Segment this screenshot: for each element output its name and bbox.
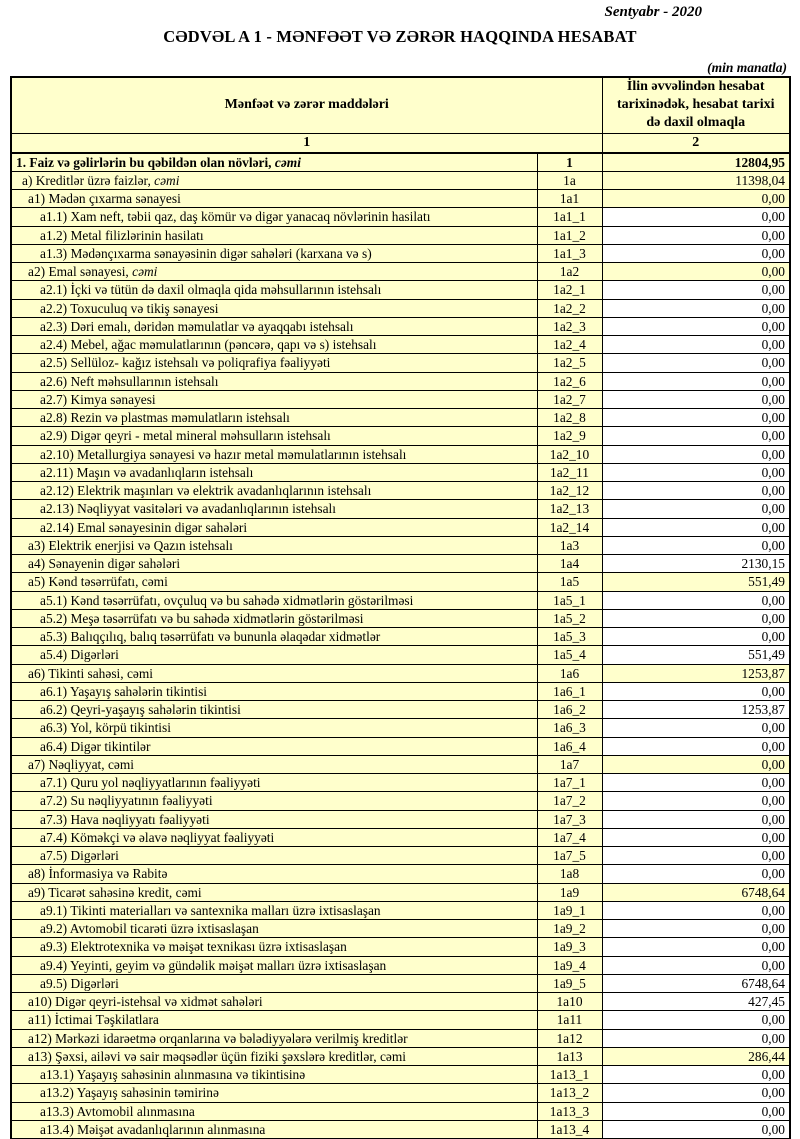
table-row bbox=[11, 609, 790, 627]
table-row bbox=[11, 518, 790, 536]
row-label: a1.3) Mədənçıxarma sənayəsinin digər sahələri (karxana və s) bbox=[11, 244, 537, 262]
row-label: a2) Emal sənayesi, cəmi bbox=[11, 263, 537, 281]
row-label: a7) Nəqliyyat, cəmi bbox=[11, 755, 537, 773]
row-label: a9.5) Digərləri bbox=[11, 974, 537, 992]
row-value: 0,00 bbox=[602, 1066, 790, 1084]
row-code: 1a2_2 bbox=[537, 299, 602, 317]
unit-note: (min manatla) bbox=[707, 60, 787, 75]
row-label: a13.1) Yaşayış sahəsinin alınmasına və tikintisinə bbox=[11, 1066, 537, 1084]
table-row bbox=[11, 500, 790, 518]
row-label: a2.5) Sellüloz- kağız istehsalı və poliqrafiya fəaliyyəti bbox=[11, 354, 537, 372]
row-label: a1) Mədən çıxarma sənayesi bbox=[11, 190, 537, 208]
table-row bbox=[11, 774, 790, 792]
row-label: a6.3) Yol, körpü tikintisi bbox=[11, 719, 537, 737]
row-value: 0,00 bbox=[602, 372, 790, 390]
row-code: 1a9_2 bbox=[537, 920, 602, 938]
row-code: 1a9 bbox=[537, 883, 602, 901]
value-column-header: İlin əvvəlindən hesabat tarixinədək, hesabat tarixi də daxil olmaqla bbox=[602, 77, 790, 133]
table-row bbox=[11, 427, 790, 445]
table-row bbox=[11, 974, 790, 992]
row-code: 1a7 bbox=[537, 755, 602, 773]
row-value: 2130,15 bbox=[602, 555, 790, 573]
row-value: 0,00 bbox=[602, 956, 790, 974]
table-row bbox=[11, 1047, 790, 1065]
table-row bbox=[11, 409, 790, 427]
row-value: 0,00 bbox=[602, 226, 790, 244]
row-value: 0,00 bbox=[602, 390, 790, 408]
row-code: 1a5_2 bbox=[537, 609, 602, 627]
row-label: a2.3) Dəri emalı, dəridən məmulatlar və ayaqqabı istehsalı bbox=[11, 317, 537, 335]
row-value: 0,00 bbox=[602, 1029, 790, 1047]
row-code: 1a13_3 bbox=[537, 1102, 602, 1120]
row-label: a7.1) Quru yol nəqliyyatlarının fəaliyyəti bbox=[11, 774, 537, 792]
row-code: 1a13_1 bbox=[537, 1066, 602, 1084]
row-value: 551,49 bbox=[602, 646, 790, 664]
row-value: 0,00 bbox=[602, 828, 790, 846]
row-label: a2.7) Kimya sənayesi bbox=[11, 390, 537, 408]
row-label: a7.5) Digərləri bbox=[11, 847, 537, 865]
row-value: 0,00 bbox=[602, 463, 790, 481]
row-code: 1a3 bbox=[537, 536, 602, 554]
row-code: 1a12 bbox=[537, 1029, 602, 1047]
row-value: 11398,04 bbox=[602, 171, 790, 189]
row-code: 1a7_4 bbox=[537, 828, 602, 846]
row-value: 1253,87 bbox=[602, 664, 790, 682]
profit-loss-table bbox=[10, 76, 791, 1139]
row-code: 1a2_11 bbox=[537, 463, 602, 481]
row-label: a13.2) Yaşayış sahəsinin təmirinə bbox=[11, 1084, 537, 1102]
table-row bbox=[11, 682, 790, 700]
table-row bbox=[11, 244, 790, 262]
row-code: 1a2_10 bbox=[537, 445, 602, 463]
row-label: a9.2) Avtomobil ticarəti üzrə ixtisaslaşan bbox=[11, 920, 537, 938]
row-code: 1a2_12 bbox=[537, 482, 602, 500]
table-row bbox=[11, 190, 790, 208]
row-value: 0,00 bbox=[602, 336, 790, 354]
row-code: 1a10 bbox=[537, 993, 602, 1011]
row-code: 1a8 bbox=[537, 865, 602, 883]
table-row bbox=[11, 482, 790, 500]
row-value: 0,00 bbox=[602, 591, 790, 609]
table-row bbox=[11, 1084, 790, 1102]
table-row bbox=[11, 810, 790, 828]
row-code: 1a2_13 bbox=[537, 500, 602, 518]
row-code: 1a1_2 bbox=[537, 226, 602, 244]
row-label: a12) Mərkəzi idarəetmə orqanlarına və bələdiyyələrə verilmiş kreditlər bbox=[11, 1029, 537, 1047]
table-row bbox=[11, 920, 790, 938]
row-value: 0,00 bbox=[602, 482, 790, 500]
row-label: a2.13) Nəqliyyat vasitələri və avadanlıqlarının istehsalı bbox=[11, 500, 537, 518]
row-label: a9.4) Yeyinti, geyim və gündəlik məişət malları üzrə ixtisaslaşan bbox=[11, 956, 537, 974]
row-value: 0,00 bbox=[602, 719, 790, 737]
items-column-number: 1 bbox=[11, 133, 602, 153]
row-value: 1253,87 bbox=[602, 701, 790, 719]
table-row bbox=[11, 445, 790, 463]
row-label: a1.2) Metal filizlərinin hasilatı bbox=[11, 226, 537, 244]
table-row bbox=[11, 390, 790, 408]
table-row bbox=[11, 591, 790, 609]
row-code: 1a11 bbox=[537, 1011, 602, 1029]
table-row bbox=[11, 828, 790, 846]
row-value: 0,00 bbox=[602, 244, 790, 262]
table-row bbox=[11, 993, 790, 1011]
items-column-header: Mənfəət və zərər maddələri bbox=[11, 77, 602, 133]
row-label: a9) Ticarət sahəsinə kredit, cəmi bbox=[11, 883, 537, 901]
row-code: 1a5_3 bbox=[537, 628, 602, 646]
row-label: a9.1) Tikinti materialları və santexnika malları üzrə ixtisaslaşan bbox=[11, 901, 537, 919]
table-row bbox=[11, 755, 790, 773]
row-label: a2.10) Metallurgiya sənayesi və hazır metal məmulatlarının istehsalı bbox=[11, 445, 537, 463]
table-row bbox=[11, 901, 790, 919]
table-row bbox=[11, 719, 790, 737]
row-value: 0,00 bbox=[602, 628, 790, 646]
row-label: a2.11) Maşın və avadanlıqların istehsalı bbox=[11, 463, 537, 481]
row-code: 1a4 bbox=[537, 555, 602, 573]
table-row bbox=[11, 1120, 790, 1138]
row-value: 0,00 bbox=[602, 938, 790, 956]
row-code: 1a7_5 bbox=[537, 847, 602, 865]
table-row bbox=[11, 317, 790, 335]
row-value: 0,00 bbox=[602, 445, 790, 463]
row-value: 0,00 bbox=[602, 920, 790, 938]
row-code: 1a2_6 bbox=[537, 372, 602, 390]
header-row bbox=[11, 77, 790, 133]
table-row bbox=[11, 171, 790, 189]
row-label: a10) Digər qeyri-istehsal və xidmət sahələri bbox=[11, 993, 537, 1011]
row-value: 0,00 bbox=[602, 427, 790, 445]
row-label: a2.1) İçki və tütün də daxil olmaqla qida məhsullarının istehsalı bbox=[11, 281, 537, 299]
row-code: 1a2_8 bbox=[537, 409, 602, 427]
row-code: 1a bbox=[537, 171, 602, 189]
value-column-number: 2 bbox=[602, 133, 790, 153]
table-row bbox=[11, 664, 790, 682]
table-header bbox=[11, 77, 790, 153]
row-code: 1a13_2 bbox=[537, 1084, 602, 1102]
row-label: a6) Tikinti sahəsi, cəmi bbox=[11, 664, 537, 682]
row-label: a6.1) Yaşayış sahələrin tikintisi bbox=[11, 682, 537, 700]
row-code: 1a5 bbox=[537, 573, 602, 591]
row-code: 1a6 bbox=[537, 664, 602, 682]
row-code: 1a2_14 bbox=[537, 518, 602, 536]
row-code: 1a6_3 bbox=[537, 719, 602, 737]
row-value: 0,00 bbox=[602, 208, 790, 226]
row-code: 1a1_1 bbox=[537, 208, 602, 226]
row-label: a11) İctimai Təşkilatlara bbox=[11, 1011, 537, 1029]
table-row bbox=[11, 354, 790, 372]
row-label: a2.14) Emal sənayesinin digər sahələri bbox=[11, 518, 537, 536]
row-code: 1a7_1 bbox=[537, 774, 602, 792]
table-row bbox=[11, 208, 790, 226]
row-label: a6.4) Digər tikintilər bbox=[11, 737, 537, 755]
row-code: 1a13_4 bbox=[537, 1120, 602, 1138]
row-label: a6.2) Qeyri-yaşayış sahələrin tikintisi bbox=[11, 701, 537, 719]
row-code: 1a2_4 bbox=[537, 336, 602, 354]
row-value: 0,00 bbox=[602, 317, 790, 335]
row-value: 0,00 bbox=[602, 865, 790, 883]
row-value: 0,00 bbox=[602, 190, 790, 208]
row-code: 1a2_1 bbox=[537, 281, 602, 299]
row-label: 1. Faiz və gəlirlərin bu qəbildən olan növləri, cəmi bbox=[11, 153, 537, 171]
table-row bbox=[11, 263, 790, 281]
row-value: 0,00 bbox=[602, 299, 790, 317]
row-value: 0,00 bbox=[602, 500, 790, 518]
row-value: 0,00 bbox=[602, 682, 790, 700]
row-code: 1a7_3 bbox=[537, 810, 602, 828]
row-value: 0,00 bbox=[602, 518, 790, 536]
row-value: 0,00 bbox=[602, 1084, 790, 1102]
row-value: 0,00 bbox=[602, 1102, 790, 1120]
row-code: 1a2_5 bbox=[537, 354, 602, 372]
row-value: 0,00 bbox=[602, 263, 790, 281]
table-row bbox=[11, 336, 790, 354]
row-code: 1 bbox=[537, 153, 602, 171]
row-label: a5.4) Digərləri bbox=[11, 646, 537, 664]
row-code: 1a2_9 bbox=[537, 427, 602, 445]
row-value: 0,00 bbox=[602, 354, 790, 372]
table-row bbox=[11, 883, 790, 901]
row-value: 286,44 bbox=[602, 1047, 790, 1065]
row-label: a2.12) Elektrik maşınları və elektrik avadanlıqlarının istehsalı bbox=[11, 482, 537, 500]
row-value: 0,00 bbox=[602, 792, 790, 810]
table-row bbox=[11, 628, 790, 646]
row-label: a5.2) Meşə təsərrüfatı və bu sahədə xidmətlərin göstərilməsi bbox=[11, 609, 537, 627]
row-value: 0,00 bbox=[602, 737, 790, 755]
report-period: Sentyabr - 2020 bbox=[604, 4, 702, 20]
table-row bbox=[11, 153, 790, 171]
table-body bbox=[11, 153, 790, 1139]
table-row bbox=[11, 701, 790, 719]
table-row bbox=[11, 555, 790, 573]
row-label: a7.3) Hava nəqliyyatı fəaliyyəti bbox=[11, 810, 537, 828]
column-number-row bbox=[11, 133, 790, 153]
row-label: a7.2) Su nəqliyyatının fəaliyyəti bbox=[11, 792, 537, 810]
table-row bbox=[11, 372, 790, 390]
table-row bbox=[11, 1029, 790, 1047]
row-code: 1a6_2 bbox=[537, 701, 602, 719]
page-title: CƏDVƏL A 1 - MƏNFƏƏT VƏ ZƏRƏR HAQQINDA HESABAT bbox=[163, 27, 637, 46]
row-label: a5.1) Kənd təsərrüfatı, ovçuluq və bu sahədə xidmətlərin göstərilməsi bbox=[11, 591, 537, 609]
row-code: 1a5_4 bbox=[537, 646, 602, 664]
table-row bbox=[11, 299, 790, 317]
row-value: 0,00 bbox=[602, 409, 790, 427]
row-value: 0,00 bbox=[602, 1120, 790, 1138]
row-label: a2.2) Toxuculuq və tikiş sənayesi bbox=[11, 299, 537, 317]
row-code: 1a1 bbox=[537, 190, 602, 208]
row-code: 1a2 bbox=[537, 263, 602, 281]
table-row bbox=[11, 1102, 790, 1120]
table-row bbox=[11, 938, 790, 956]
table-row bbox=[11, 226, 790, 244]
table-row bbox=[11, 865, 790, 883]
row-code: 1a1_3 bbox=[537, 244, 602, 262]
row-value: 0,00 bbox=[602, 281, 790, 299]
row-label: a2.4) Mebel, ağac məmulatlarının (pəncərə, qapı və s) istehsalı bbox=[11, 336, 537, 354]
row-code: 1a9_5 bbox=[537, 974, 602, 992]
row-value: 427,45 bbox=[602, 993, 790, 1011]
row-code: 1a13 bbox=[537, 1047, 602, 1065]
table-row bbox=[11, 847, 790, 865]
table-row bbox=[11, 646, 790, 664]
row-code: 1a9_1 bbox=[537, 901, 602, 919]
row-value: 551,49 bbox=[602, 573, 790, 591]
row-label: a4) Sənayenin digər sahələri bbox=[11, 555, 537, 573]
row-code: 1a5_1 bbox=[537, 591, 602, 609]
row-code: 1a9_4 bbox=[537, 956, 602, 974]
row-label: a2.8) Rezin və plastmas məmulatların istehsalı bbox=[11, 409, 537, 427]
row-value: 0,00 bbox=[602, 755, 790, 773]
row-code: 1a6_1 bbox=[537, 682, 602, 700]
row-label: a1.1) Xam neft, təbii qaz, daş kömür və digər yanacaq növlərinin hasilatı bbox=[11, 208, 537, 226]
row-label: a) Kreditlər üzrə faizlər, cəmi bbox=[11, 171, 537, 189]
row-value: 0,00 bbox=[602, 536, 790, 554]
table-row bbox=[11, 281, 790, 299]
table-row bbox=[11, 573, 790, 591]
row-value: 0,00 bbox=[602, 774, 790, 792]
row-value: 0,00 bbox=[602, 810, 790, 828]
table-row bbox=[11, 536, 790, 554]
row-value: 0,00 bbox=[602, 1011, 790, 1029]
row-label: a3) Elektrik enerjisi və Qazın istehsalı bbox=[11, 536, 537, 554]
row-label: a7.4) Köməkçi və əlavə nəqliyyat fəaliyyəti bbox=[11, 828, 537, 846]
row-code: 1a9_3 bbox=[537, 938, 602, 956]
row-code: 1a2_7 bbox=[537, 390, 602, 408]
row-value: 0,00 bbox=[602, 847, 790, 865]
row-code: 1a6_4 bbox=[537, 737, 602, 755]
row-label: a13) Şəxsi, ailəvi və sair məqsədlər üçün fiziki şəxslərə kreditlər, cəmi bbox=[11, 1047, 537, 1065]
table-row bbox=[11, 1066, 790, 1084]
row-value: 0,00 bbox=[602, 609, 790, 627]
row-value: 12804,95 bbox=[602, 153, 790, 171]
row-value: 6748,64 bbox=[602, 883, 790, 901]
row-code: 1a2_3 bbox=[537, 317, 602, 335]
table-row bbox=[11, 737, 790, 755]
table-row bbox=[11, 792, 790, 810]
table-row bbox=[11, 463, 790, 481]
row-label: a9.3) Elektrotexnika və məişət texnikası üzrə ixtisaslaşan bbox=[11, 938, 537, 956]
row-label: a8) İnformasiya və Rabitə bbox=[11, 865, 537, 883]
row-label: a13.3) Avtomobil alınmasına bbox=[11, 1102, 537, 1120]
row-code: 1a7_2 bbox=[537, 792, 602, 810]
row-value: 6748,64 bbox=[602, 974, 790, 992]
row-label: a2.6) Neft məhsullarının istehsalı bbox=[11, 372, 537, 390]
row-label: a2.9) Digər qeyri - metal mineral məhsulların istehsalı bbox=[11, 427, 537, 445]
table-row bbox=[11, 956, 790, 974]
row-label: a5) Kənd təsərrüfatı, cəmi bbox=[11, 573, 537, 591]
row-value: 0,00 bbox=[602, 901, 790, 919]
row-label: a13.4) Məişət avadanlıqlarının alınmasına bbox=[11, 1120, 537, 1138]
row-label: a5.3) Balıqçılıq, balıq təsərrüfatı və bununla əlaqədar xidmətlər bbox=[11, 628, 537, 646]
table-row bbox=[11, 1011, 790, 1029]
